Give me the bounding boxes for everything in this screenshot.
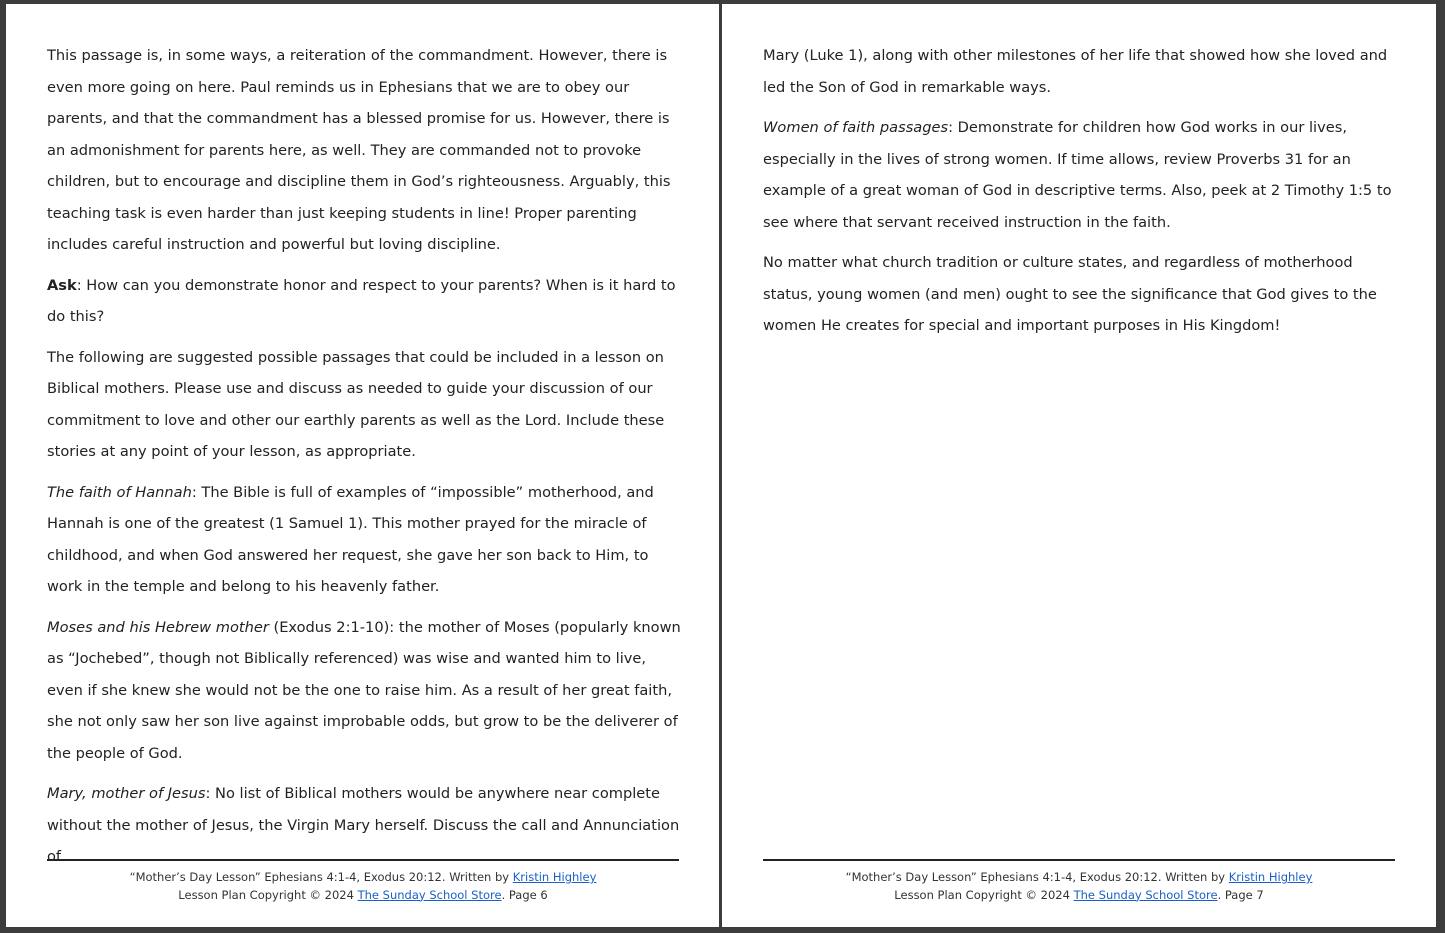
page-body [47,40,682,882]
store-link[interactable]: The Sunday School Store [357,887,502,902]
document-page-7 [722,4,1436,927]
paragraph-text: No matter what church tradition or culture states, and regardless of motherhood status, young women (and men) ought to see the significance that God gives to the women He creates for special and important purposes in His Kingdom! [763,254,1377,334]
passage-title: Moses and his Hebrew mother [47,618,269,636]
paragraph-text: : The Bible is full of examples of “impossible” motherhood, and Hannah is one of the greatest (1 Samuel 1). This mother prayed for the miracle of childhood, and when God answered her request, she gave her son back to Him, to work in the temple and belong to his heavenly father. [47,483,654,595]
footer-line-2 [47,887,679,905]
paragraph-moses [47,612,682,770]
footer-divider [763,859,1395,861]
page-footer [763,869,1395,904]
paragraph-ask [47,270,682,333]
passage-title: Mary, mother of Jesus [47,785,206,802]
passage-title: The faith of Hannah [47,483,192,501]
footer-copyright: Lesson Plan Copyright © 2024 [178,887,358,902]
footer-line-1 [47,869,679,887]
document-page-6 [6,4,719,927]
paragraph [763,247,1398,342]
page-footer [47,869,679,904]
paragraph-text: (Exodus 2:1-10): the mother of Moses (popularly known as “Jochebed”, though not Biblically referenced) was wise and wanted him to live, even if she knew she would not be the one to raise him. As a result of her great faith, she not only saw her son live against improbable odds, but grow to be the deliverer of the people of God. [47,618,681,762]
footer-citation: “Mother’s Day Lesson” Ephesians 4:1-4, Exodus 20:12. Written by [845,870,1229,884]
paragraph [763,40,1398,103]
paragraph-hannah [47,477,682,603]
author-link[interactable]: Kristin Highley [512,870,597,884]
paragraph-text: : How can you demonstrate honor and respect to your parents? When is it hard to do this? [47,276,676,325]
footer-divider [47,859,679,861]
paragraph [47,40,682,261]
author-link[interactable]: Kristin Highley [1228,870,1313,884]
paragraph-text: : No list of Biblical mothers would be anywhere near complete without the mother of Jesus, the Virgin Mary herself. Discuss the call and Annunciation of [47,785,680,865]
ask-label: Ask [47,276,77,294]
passage-title: Women of faith passages [763,119,949,136]
page-body [763,40,1398,351]
paragraph-text: This passage is, in some ways, a reiteration of the commandment. However, there is even more going on here. Paul reminds us in Ephesians that we are to obey our parents, and that the commandment has a blessed promise for us. However, there is an admonishment for parents here, as well. They are commanded not to provoke children, but to encourage and discipline them in God’s righteousness. Arguably, this teaching task is even harder than just keeping students in line! Proper parenting includes careful instruction and powerful but loving discipline. [47,47,671,253]
paragraph-women-of-faith [763,112,1398,238]
paragraph-text: : Demonstrate for children how God works in our lives, especially in the lives of strong women. If time allows, review Proverbs 31 for an example of a great woman of God in descriptive terms. Also, peek at 2 Timothy 1:5 to see where that servant received instruction in the faith. [763,119,1392,231]
footer-line-2 [763,887,1395,905]
footer-citation: “Mother’s Day Lesson” Ephesians 4:1-4, Exodus 20:12. Written by [129,870,513,884]
page-number: . Page 6 [501,887,548,902]
paragraph-text: The following are suggested possible passages that could be included in a lesson on Biblical mothers. Please use and discuss as needed to guide your discussion of our commitment to love and other our earthly parents as well as the Lord. Include these stories at any point of your lesson, as appropriate. [47,348,665,460]
store-link[interactable]: The Sunday School Store [1073,887,1218,902]
footer-line-1 [763,869,1395,887]
paragraph-text: Mary (Luke 1), along with other milestones of her life that showed how she loved and led the Son of God in remarkable ways. [763,47,1388,96]
page-number: . Page 7 [1217,887,1264,902]
paragraph [47,342,682,468]
footer-copyright: Lesson Plan Copyright © 2024 [894,887,1074,902]
